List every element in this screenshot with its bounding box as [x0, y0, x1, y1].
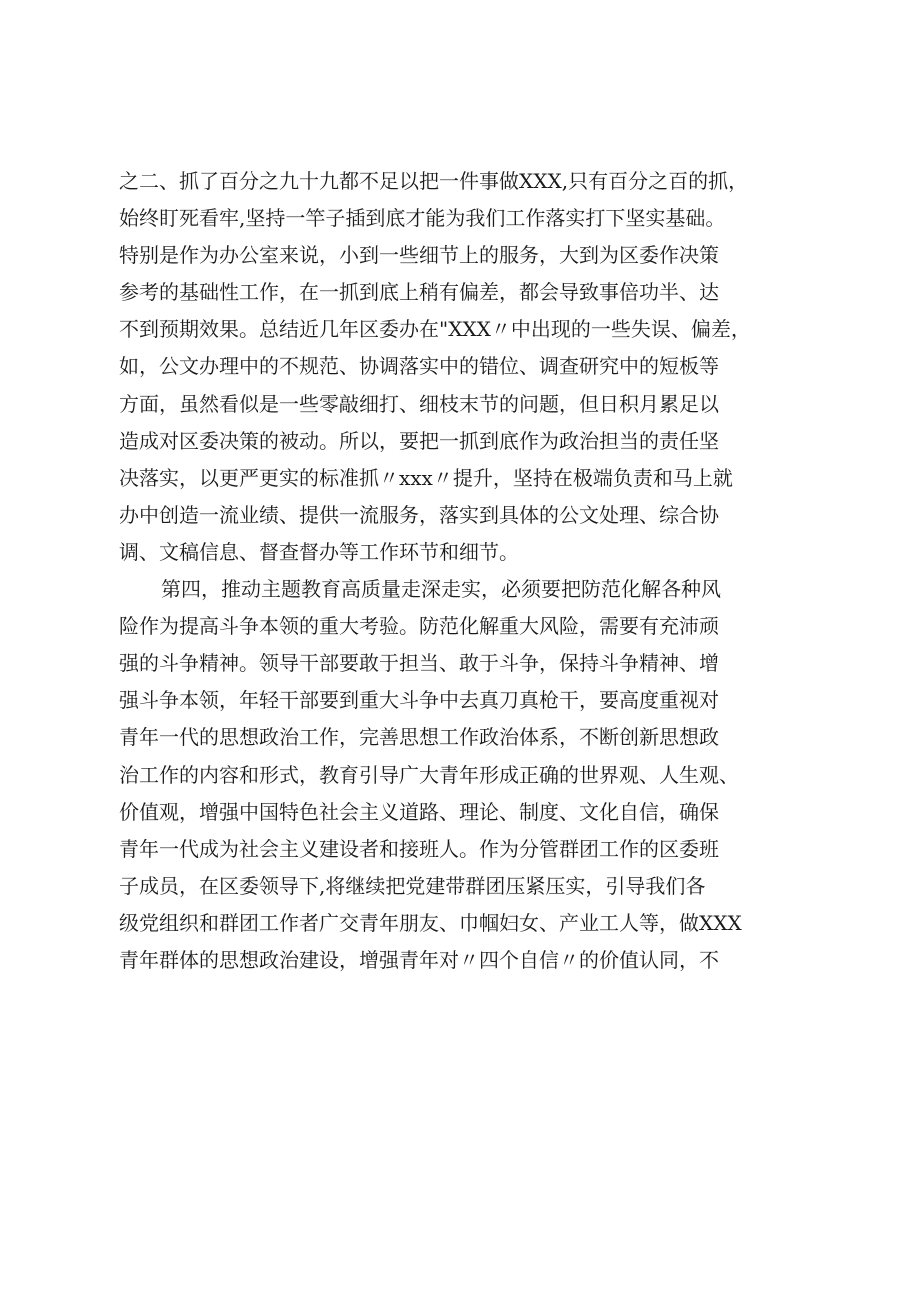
text-line: 造成对区委决策的被动。所以，要把一抓到底作为政治担当的责任坚: [119, 428, 719, 453]
text-line: 青年一代成为社会主义建设者和接班人。作为分管群团工作的区委班: [119, 836, 719, 861]
document-body: [119, 163, 819, 979]
text-line: 子成员，在区委领导下,将继续把党建带群团压紧压实，引导我们各: [119, 873, 706, 898]
text-line: 如，公文办理中的不规范、协调落实中的错位、调查研究中的短板等: [119, 354, 719, 379]
text-line: 价值观，增强中国特色社会主义道路、理论、制度、文化自信，确保: [119, 799, 719, 824]
text-line: 决落实，以更严更实的标准抓〃xxx〃提升，坚持在极端负责和马上就: [119, 465, 733, 490]
text-line: 始终盯死看牢,坚持一竿子插到底才能为我们工作落实打下坚实基础。: [119, 206, 726, 231]
text-line: 强的斗争精神。领导干部要敢于担当、敢于斗争，保持斗争精神、增: [119, 651, 719, 676]
text-line: 调、文稿信息、督查督办等工作环节和细节。: [119, 539, 519, 564]
text-line: 青年群体的思想政治建设，增强青年对〃四个自信〃的价值认同，不: [119, 947, 719, 972]
text-line: 险作为提高斗争本领的重大考验。防范化解重大风险，需要有充沛顽: [119, 614, 719, 639]
paragraph-2: [119, 571, 819, 979]
text-line: 治工作的内容和形式，教育引导广大青年形成正确的世界观、人生观、: [119, 762, 739, 787]
text-line: 不到预期效果。总结近几年区委办在"XXX〃中出现的一些失误、偏差，: [119, 317, 751, 342]
text-line: 青年一代的思想政治工作，完善思想工作政治体系，不断创新思想政: [119, 725, 719, 750]
text-line: 特别是作为办公室来说，小到一些细节上的服务，大到为区委作决策: [119, 243, 719, 268]
text-line: 第四，推动主题教育高质量走深走实，必须要把防范化解各种风: [161, 577, 721, 602]
text-line: 强斗争本领，年轻干部要到重大斗争中去真刀真枪干，要高度重视对: [119, 688, 719, 713]
text-line: 办中创造一流业绩、提供一流服务，落实到具体的公文处理、综合协: [119, 502, 719, 527]
paragraph-1: [119, 163, 819, 571]
text-line: 级党组织和群团工作者广交青年朋友、巾帼妇女、产业工人等，做XXX: [119, 910, 742, 935]
text-line: 之二、抓了百分之九十九都不足以把一件事做XXX,只有百分之百的抓，: [119, 169, 749, 193]
text-line: 方面，虽然看似是一些零敲细打、细枝末节的问题，但日积月累足以: [119, 391, 719, 416]
text-line: 参考的基础性工作，在一抓到底上稍有偏差，都会导致事倍功半、达: [119, 280, 719, 305]
